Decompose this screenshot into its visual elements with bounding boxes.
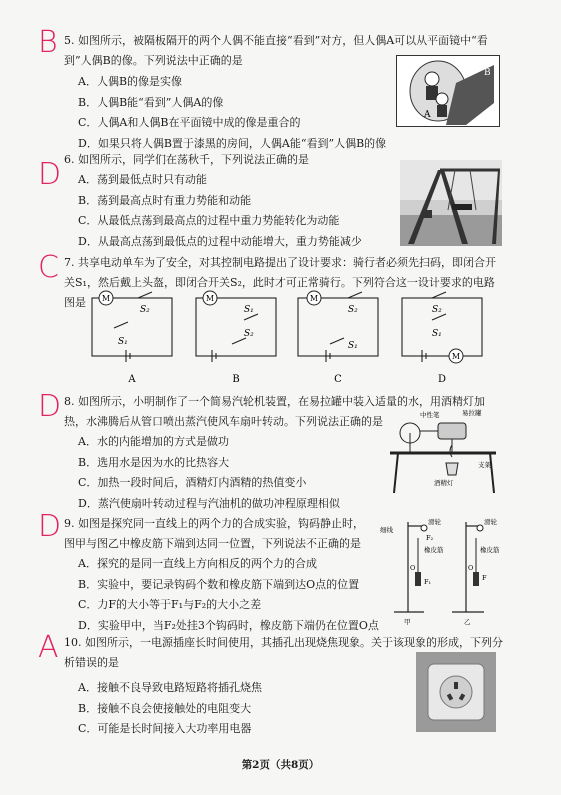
q9-label-o-2: O [468,564,474,572]
q6-option-b: B．荡到最高点时有重力势能和动能 [78,193,252,207]
answer-mark-q5: B [38,25,58,60]
q7-c-s2: S₂ [348,305,358,315]
q9-label-rubber-1: 橡皮筋 [424,546,444,554]
q8-option-c: C．加热一段时间后，酒精灯内酒精的热值变小 [78,476,307,489]
q7-c-s1: S₁ [348,341,358,351]
q8-option-b: B．选用水是因为水的比热容大 [78,455,230,469]
q5-option-c: C．人偶A和人偶B在平面镜中成的像是重合的 [78,116,301,129]
q7-circuit-diagrams [86,290,502,386]
q7-a-s1: S₁ [118,337,128,347]
q5-stem: 5. 如图所示，被隔板隔开的两个人偶不能直接“看到”对方，但人偶A可以从平面镜中“看到”人偶B的像。下列说法中正确的是 [64,34,488,67]
q7-a-s2: S₂ [140,305,150,315]
q7-b-s2: S₂ [244,329,254,339]
answer-mark-q7: C [38,250,59,285]
q10-stem: 10. 如图所示，一电源插座长时间使用，其插孔出现烧焦现象。关于该现象的形成，下列分析错误的是 [64,636,503,669]
q9-stem: 9. 如图是探究同一直线上的两个力的合成实验，钩码静止时，图甲与图乙中橡皮筋下端到达同一位置，下列说法不正确的是 [64,517,364,550]
q5-option-b: B．人偶B能“看到”人偶A的像 [78,95,224,109]
q7-label-d: D [437,374,447,385]
q5-option-a: A．人偶B的像是实像 [78,75,183,88]
q6-swing-photo [400,160,502,246]
page-footer: 第2页（共8页） [241,759,320,771]
q8-options [64,432,374,514]
q7-d-s1: S₁ [432,329,442,339]
answer-mark-q10: A [38,630,59,665]
q5-options [64,72,404,154]
q5-mirror-figure [396,55,500,127]
q9-option-c: C．力F的大小等于F₁与F₂的大小之差 [78,598,262,611]
q8-label-pen: 中性笔 [420,411,440,419]
q7-motor-d: M [451,352,461,361]
q8-option-d: D．蒸汽使扇叶转动过程与汽油机的做功冲程原理相似 [78,496,340,510]
q9-label-rubber-2: 橡皮筋 [480,546,500,554]
q9-option-b: B．实验中，要记录钩码个数和橡皮筋下端到达O点的位置 [78,577,360,591]
q6-option-a: A．荡到最低点时只有动能 [78,173,207,186]
q9-force-figure [380,512,510,628]
q7-label-b: B [232,374,240,385]
q8-label-lamp: 酒精灯 [434,479,454,487]
q9-label-f1: F₁ [424,578,432,586]
question-9 [64,514,379,636]
q7-motor-c: M [309,294,319,303]
q9-label-f2: F₂ [426,534,434,542]
q9-label-f: F [482,574,487,582]
q5-fig-label-b: B [484,68,491,78]
q9-option-d: D．实验甲中，当F₂处挂3个钩码时，橡皮筋下端仍在位置O点 [78,618,379,632]
q6-option-c: C．从最低点荡到最高点的过程中重力势能转化为动能 [78,214,340,227]
q9-label-string: 细线 [380,526,393,534]
q9-label-o-1: O [410,564,416,572]
q7-b-s1: S₁ [244,305,254,315]
q7-d-s2: S₂ [432,305,442,315]
q7-motor-a: M [101,294,111,303]
answer-mark-q9: D [38,509,62,544]
q6-option-d: D．从最高点荡到最低点的过程中动能增大，重力势能减少 [78,234,362,248]
q8-label-can: 易拉罐 [462,409,482,417]
q7-stem: 7. 共享电动单车为了安全，对其控制电路提出了设计要求：骑行者必须先扫码，即闭合开关S₁，然后戴上头盔，即闭合开关S₂，此时才可正常骑行。下列符合这一设计要求的电路图是 [64,256,496,309]
q9-label-pulley-1: 滑轮 [428,518,441,526]
q10-option-c: C．可能是长时间接入大功率用电器 [78,722,252,735]
q6-stem: 6. 如图所示，同学们在荡秋千，下列说法正确的是 [64,153,309,166]
q9-label-yi: 乙 [464,618,471,626]
q10-option-a: A．接触不良导致电路短路将插孔烧焦 [78,681,262,694]
answer-mark-q6: D [38,157,62,192]
q9-label-jia: 甲 [404,618,411,626]
q8-label-stand: 支架 [478,461,491,469]
q5-option-d: D．如果只将人偶B置于漆黑的房间，人偶A能“看到”人偶B的像 [78,136,387,150]
q10-options [64,678,364,740]
answer-mark-q8: D [38,389,62,424]
q7-label-c: C [334,374,342,385]
q10-socket-photo [416,652,496,732]
q7-label-a: A [128,374,136,385]
q9-label-pulley-2: 滑轮 [484,518,497,526]
q8-stem: 8. 如图所示，小明制作了一个简易汽轮机装置，在易拉罐中装入适量的水，用酒精灯加热，水沸腾后从管口喷出蒸汽使风车扇叶转动。下列说法正确的是 [64,395,485,428]
q10-option-b: B．接触不良会使接触处的电阻变大 [78,701,252,715]
question-6 [64,150,404,252]
q5-fig-label-a: A [424,110,431,120]
q7-motor-b: M [205,294,215,303]
q9-option-a: A．探究的是同一直线上方向相反的两个力的合成 [78,557,317,570]
q8-option-a: A．水的内能增加的方式是做功 [78,435,229,448]
q8-turbine-figure [386,405,506,495]
